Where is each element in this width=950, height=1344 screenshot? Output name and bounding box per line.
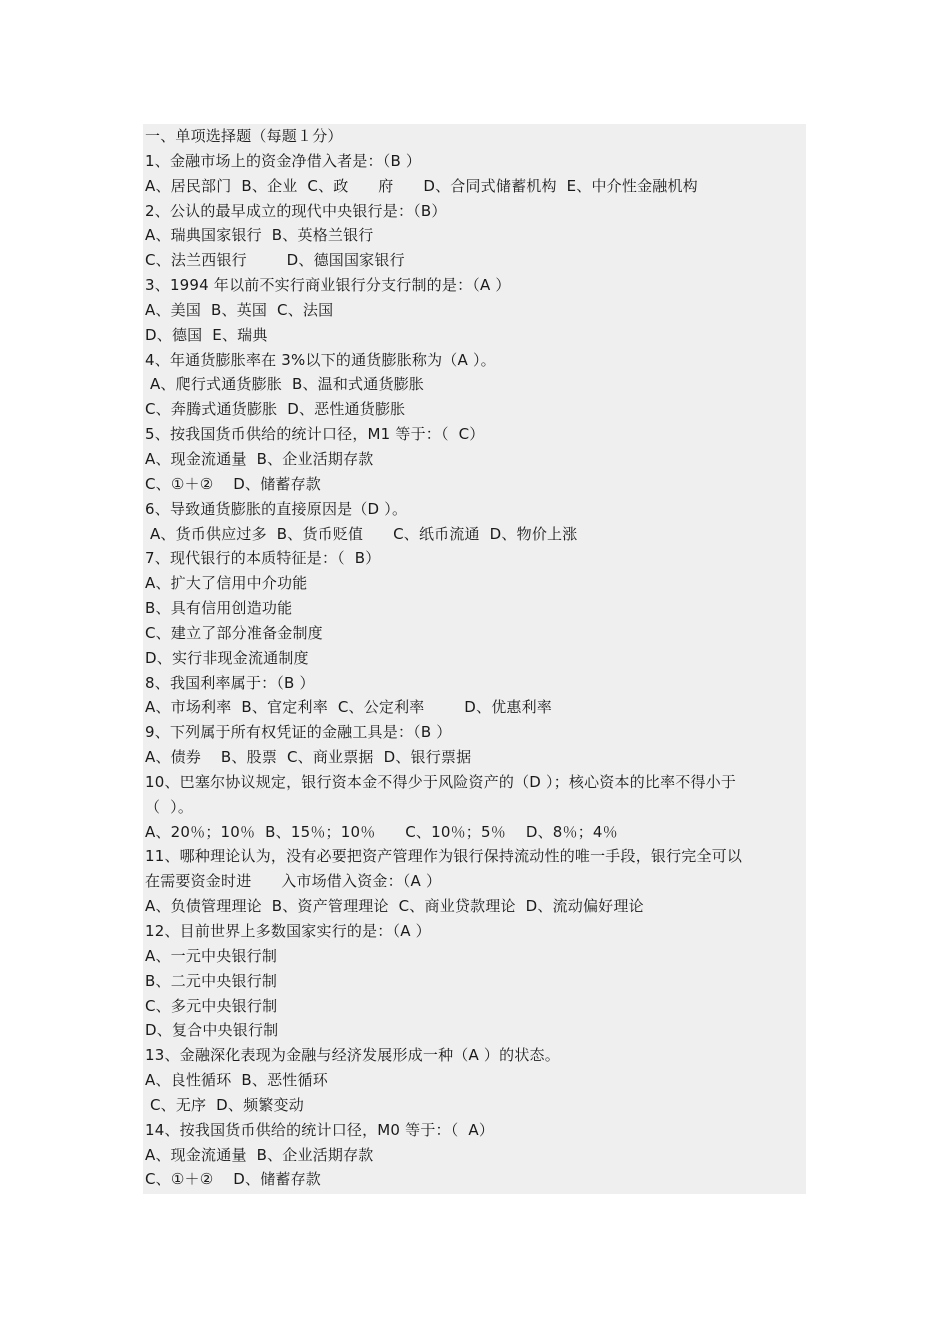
question-12-option-d: D、复合中央银行制 [145,1021,279,1040]
question-4-options-b: C、奔腾式通货膨胀 D、恶性通货膨胀 [145,400,406,419]
question-2-options-a: A、瑞典国家银行 B、英格兰银行 [145,226,374,245]
question-11-options: A、负债管理理论 B、资产管理理论 C、商业贷款理论 D、流动偏好理论 [145,897,644,916]
question-12-option-c: C、多元中央银行制 [145,996,278,1015]
question-7: 7、现代银行的本质特征是：（ B） [145,549,381,568]
question-13-options-a: A、良性循环 B、恶性循环 [145,1071,328,1090]
question-2-options-b: C、法兰西银行 D、德国国家银行 [145,251,405,270]
question-7-option-c: C、建立了部分准备金制度 [145,623,323,642]
question-11-continued: 在需要资金时进 入市场借入资金：（A ） [145,872,442,891]
question-12-option-a: A、一元中央银行制 [145,946,278,965]
question-6-options: A、货币供应过多 B、货币贬值 C、纸币流通 D、物价上涨 [145,524,578,543]
question-2: 2、公认的最早成立的现代中央银行是：（B） [145,201,447,220]
question-1: 1、金融市场上的资金净借入者是：（B ） [145,151,422,170]
question-14-options-b: C、①＋② D、储蓄存款 [145,1170,321,1189]
question-7-option-b: B、具有信用创造功能 [145,599,293,618]
question-7-option-d: D、实行非现金流通制度 [145,648,309,667]
question-5-options-b: C、①＋② D、储蓄存款 [145,474,321,493]
question-9: 9、下列属于所有权凭证的金融工具是：（B ） [145,723,452,742]
question-12-option-b: B、二元中央银行制 [145,971,278,990]
question-10: 10、巴塞尔协议规定，银行资本金不得少于风险资产的（D ）；核心资本的比率不得小于 [145,772,737,791]
question-3-options-a: A、美国 B、英国 C、法国 [145,300,334,319]
question-6: 6、导致通货膨胀的直接原因是（D ）。 [145,499,408,518]
question-3-options-b: D、德国 E、瑞典 [145,325,268,344]
question-14-options-a: A、现金流通量 B、企业活期存款 [145,1145,374,1164]
question-4: 4、年通货膨胀率在 3%以下的通货膨胀称为（A ）。 [145,350,496,369]
question-11: 11、哪种理论认为，没有必要把资产管理作为银行保持流动性的唯一手段，银行完全可以 [145,847,743,866]
question-14: 14、按我国货币供给的统计口径，M0 等于：（ A） [145,1120,495,1139]
question-10-options: A、20％；10％ B、15％；10％ C、10％；5％ D、8％；4％ [145,822,618,841]
question-13: 13、金融深化表现为金融与经济发展形成一种（A ）的状态。 [145,1046,560,1065]
question-5-options-a: A、现金流通量 B、企业活期存款 [145,449,374,468]
question-9-options: A、债券 B、股票 C、商业票据 D、银行票据 [145,748,472,767]
section-heading: 一、单项选择题（每题１分） [145,127,343,145]
question-3: 3、1994 年以前不实行商业银行分支行制的是：（A ） [145,276,511,295]
question-7-option-a: A、扩大了信用中介功能 [145,574,308,593]
question-5: 5、按我国货币供给的统计口径，M1 等于：（ C） [145,425,485,444]
question-8-options: A、市场利率 B、官定利率 C、公定利率 D、优惠利率 [145,698,552,717]
question-12: 12、目前世界上多数国家实行的是：（A ） [145,922,431,940]
question-8: 8、我国利率属于：（B ） [145,673,315,692]
question-4-options-a: A、爬行式通货膨胀 B、温和式通货膨胀 [145,375,425,394]
question-13-options-b: C、无序 D、频繁变动 [145,1095,304,1114]
question-10-continued: （ ）。 [145,797,194,816]
question-1-options: A、居民部门 B、企业 C、政 府 D、合同式储蓄机构 E、中介性金融机构 [145,176,698,195]
document-text [145,124,805,1192]
